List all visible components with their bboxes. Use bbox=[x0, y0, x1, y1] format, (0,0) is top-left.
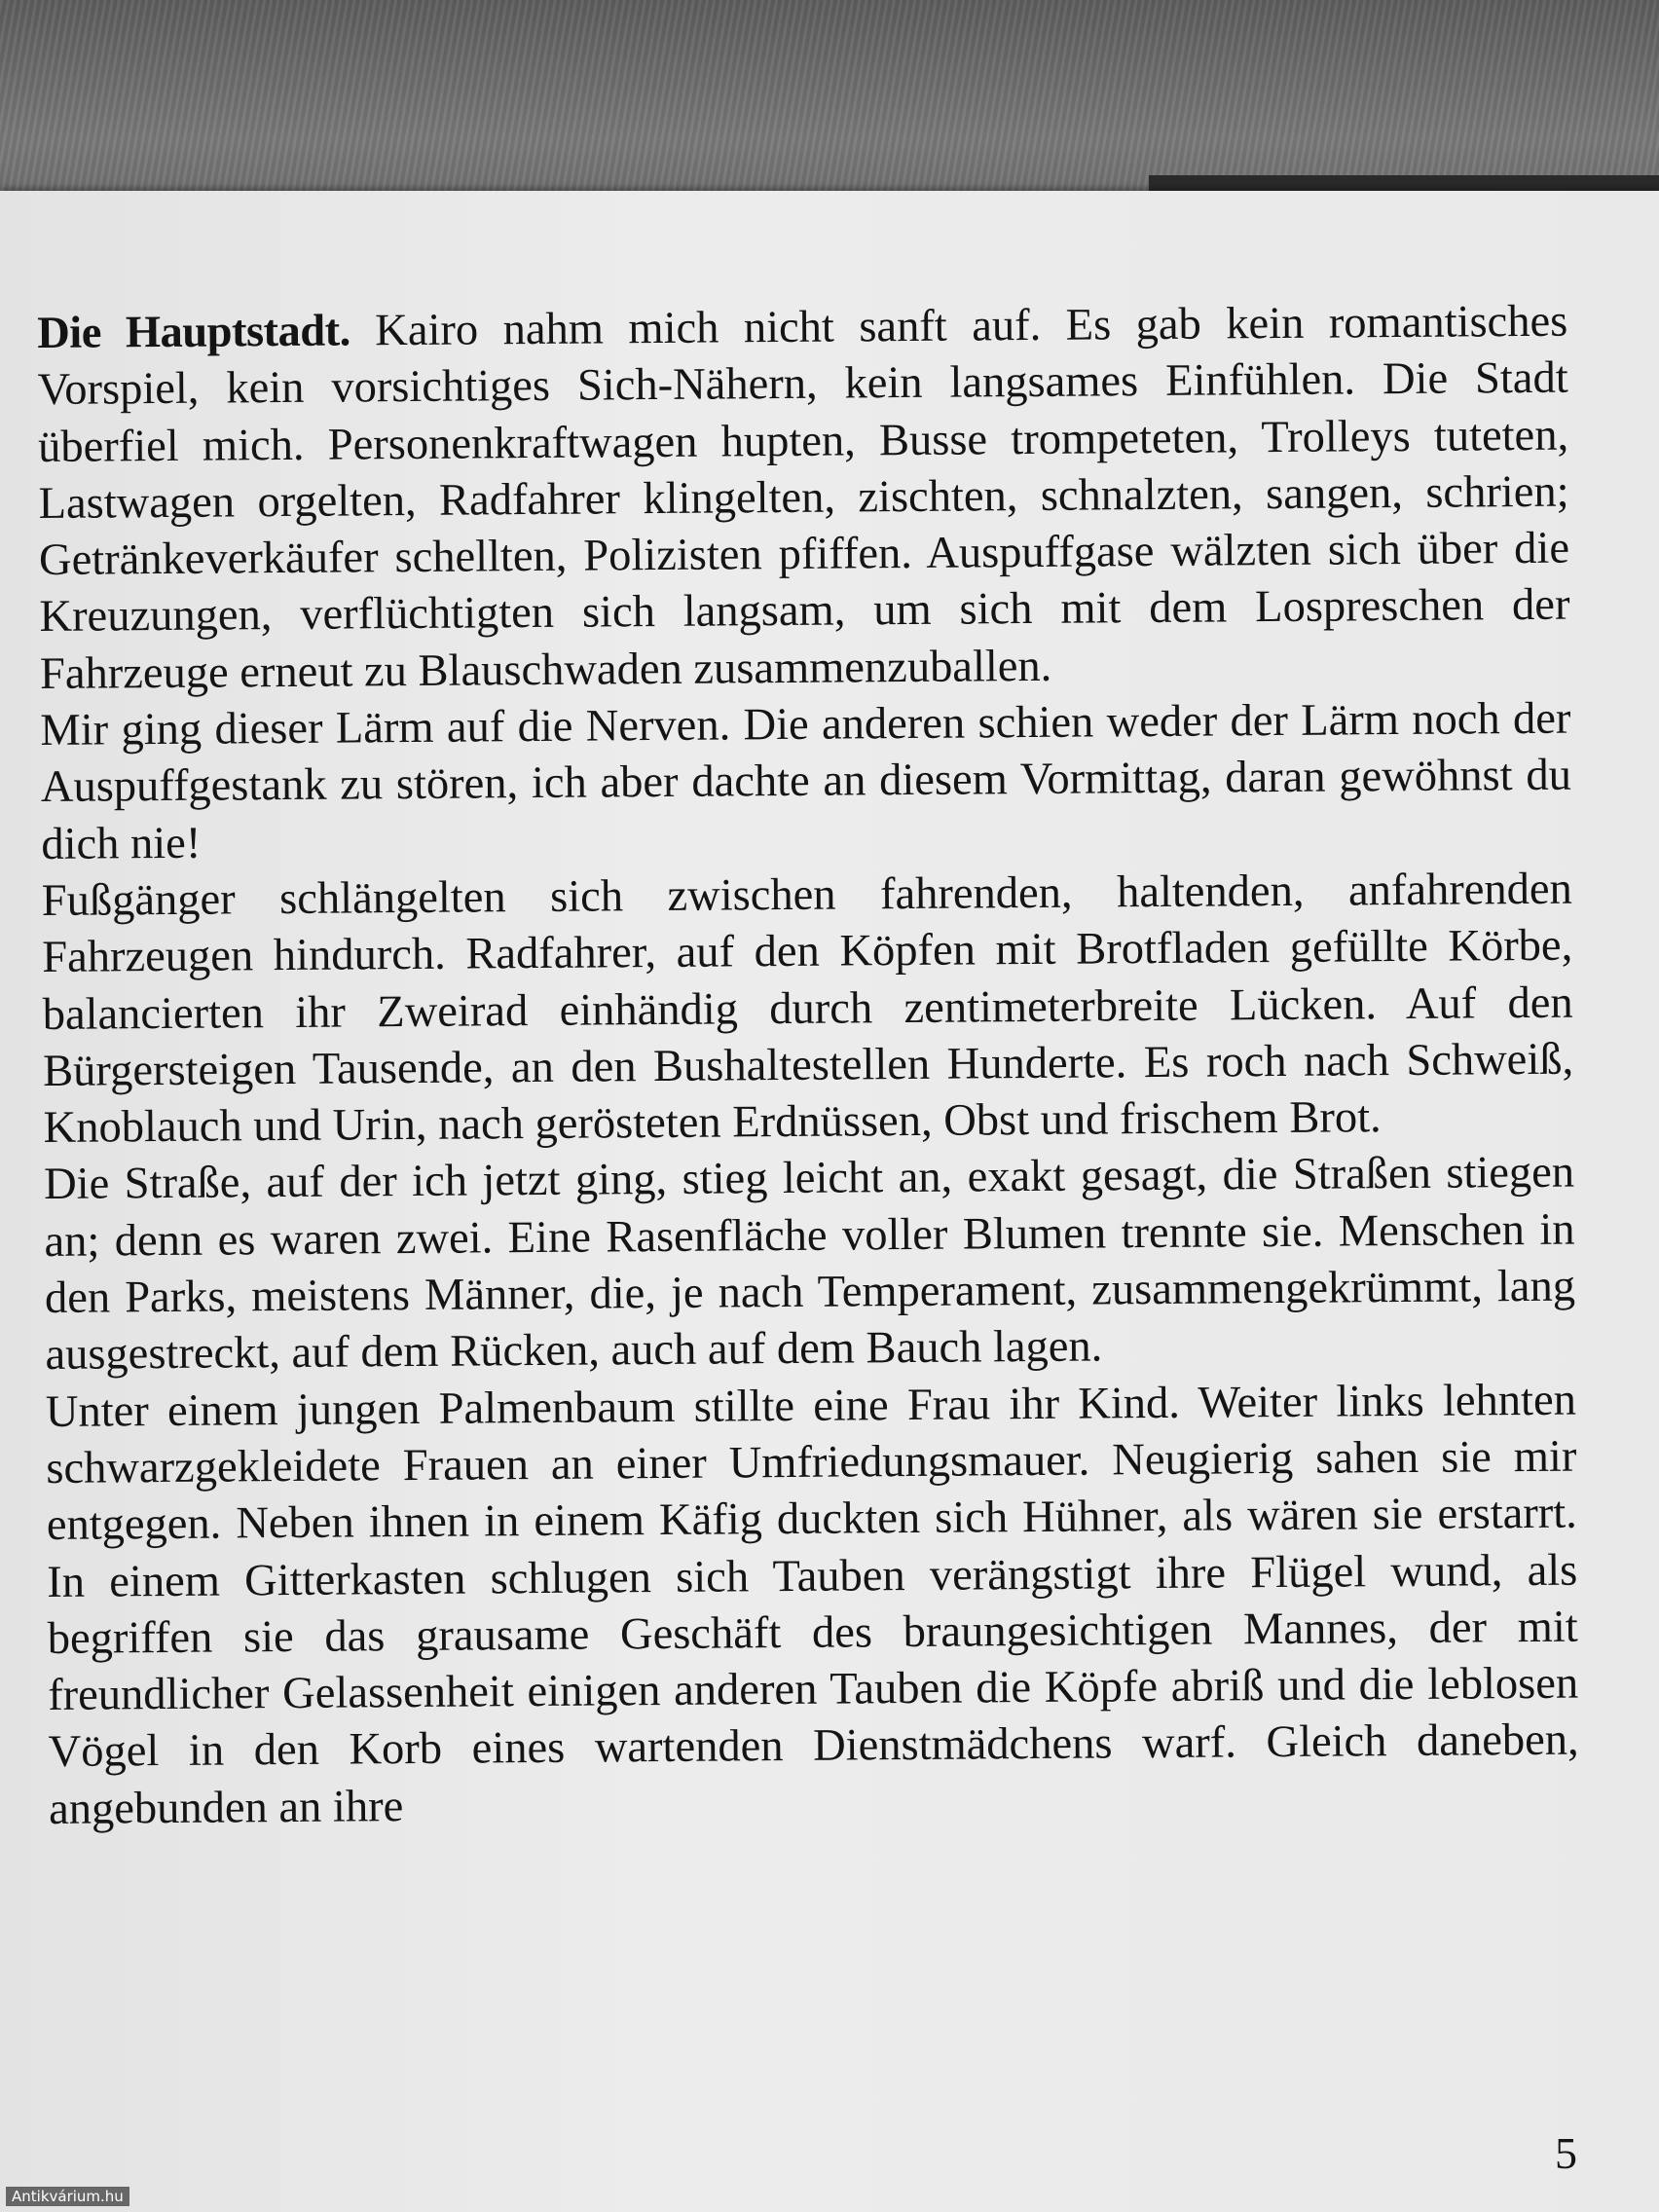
paragraph-2: Mir ging dieser Lärm auf die Nerven. Die anderen schien weder der Lärm noch der Auspuffgestank zu stören, ich aber dachte an diesem Vormittag, daran gewöhnst du dich nie! bbox=[40, 693, 1572, 869]
paragraph-4: Die Straße, auf der ich jetzt ging, stieg leicht an, exakt gesagt, die Straßen stiegen an; denn es waren zwei. Eine Rasenfläche voller Blumen trennte sie. Menschen in den Parks, meistens Männer, die, je nach Temperament, zusammengekrümmt, lang ausgestreckt, auf dem Rücken, auch auf dem Bauch lagen. bbox=[43, 1148, 1576, 1381]
section-heading: Die Hauptstadt. bbox=[37, 306, 350, 358]
page-number: 5 bbox=[1555, 2128, 1577, 2178]
paragraph-1 bbox=[37, 294, 1570, 703]
watermark: Antikvárium.hu bbox=[6, 2187, 129, 2206]
body-text bbox=[37, 294, 1579, 1838]
paragraph-1-text: Kairo nahm mich nicht sanft auf. Es gab kein romantisches Vorspiel, kein vorsichtiges Sich-Nähern, kein langsames Einfühlen. Die Stadt überfiel mich. Personenkraftwagen hupten, Busse trompeteten, Trolleys tuteten, Lastwagen orgelten, Radfahrer klingelten, zischten, schnalzten, sangen, schrien; Getränkeverkäufer schellten, Polizisten pfiffen. Auspuffgase wälzten sich über die Kreuzungen, verflüchtigten sich langsam, um sich mit dem Lospreschen der Fahrzeuge erneut zu Blauschwaden zusammenzuballen. bbox=[37, 296, 1570, 699]
book-page bbox=[0, 191, 1659, 2212]
paragraph-3: Fußgänger schlängelten sich zwischen fahrenden, haltenden, anfahrenden Fahrzeugen hindurch. Radfahrer, auf den Köpfen mit Brotfladen gefüllte Körbe, balancierten ihr Zweirad einhändig durch zentimeterbreite Lücken. Auf den Bürgersteigen Tausende, an den Bushaltestellen Hunderte. Es roch nach Schweiß, Knoblauch und Urin, nach gerösteten Erdnüssen, Obst und frischem Brot. bbox=[41, 864, 1574, 1154]
paragraph-5: Unter einem jungen Palmenbaum stillte eine Frau ihr Kind. Weiter links lehnten schwarzgekleidete Frauen an einer Umfriedungsmauer. Neugierig sahen sie mir entgegen. Neben ihnen in einem Käfig duckten sich Hühner, als wären sie erstarrt. In einem Gitterkasten schlugen sich Tauben verängstigt ihre Flügel wund, als begriffen sie das grausame Geschäft des braungesichtigen Mannes, der mit freundlicher Gelassenheit einigen anderen Tauben die Köpfe abriß und die leblosen Vögel in den Korb eines wartenden Dienstmädchens warf. Gleich daneben, angebunden an ihre bbox=[45, 1375, 1579, 1834]
